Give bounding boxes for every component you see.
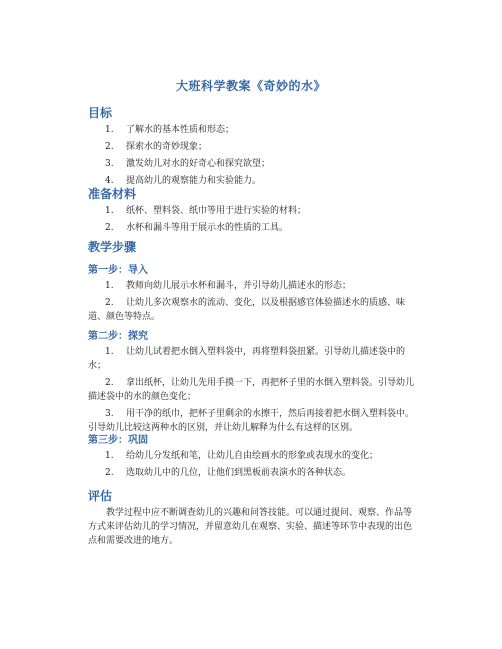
document-title: 大班科学教案《奇妙的水》	[175, 79, 326, 93]
list-item: 1. 教师向幼儿展示水杯和漏斗，并引导幼儿描述水的形态；	[105, 281, 352, 291]
step3-heading: 第三步：巩固	[88, 435, 148, 446]
list-item: 1. 纸杯、塑料袋、纸巾等用于进行实验的材料；	[105, 206, 307, 216]
list-item: 2. 让幼儿多次观察水的流动、变化，以及根据感官体验描述水的质感、味道、颜色等特点。	[88, 297, 406, 322]
list-item: 3. 用干净的纸巾，把杯子里剩余的水擦干，然后再接着把水倒入塑料袋中。引导幼儿比较这两种水的区别，并让幼儿解释为什么有这样的区别。	[88, 408, 415, 433]
list-item: 2. 探索水的奇妙现象；	[105, 141, 208, 152]
evaluation-text: 教学过程中应不断调查幼儿的兴趣和问答技能。可以通过提问、观察、作品等方式来评估幼儿的学习情况，并留意幼儿在观察、实验、描述等环节中表现的出色点和需要改进的地方。	[88, 508, 413, 546]
section-heading-steps: 教学步骤	[88, 240, 137, 254]
list-item: 2. 水杯和漏斗等用于展示水的性质的工具。	[105, 222, 289, 233]
step3-list	[88, 450, 418, 484]
step2-list	[88, 346, 418, 439]
goals-list	[88, 124, 418, 192]
section-heading-materials: 准备材料	[88, 187, 137, 201]
section-heading-evaluation: 评估	[88, 489, 113, 503]
step1-heading: 第一步：导入	[88, 265, 148, 276]
list-item: 4. 提高幼儿的观察能力和实验能力。	[105, 175, 262, 186]
section-heading-goals: 目标	[88, 106, 113, 120]
step2-heading: 第二步：探究	[88, 331, 148, 342]
list-item: 1. 了解水的基本性质和形态；	[105, 125, 235, 135]
materials-list	[88, 205, 418, 239]
list-item: 1. 给幼儿分发纸和笔，让幼儿自由绘画水的形象或表现水的变化；	[105, 451, 379, 461]
list-item: 3. 激发幼儿对水的好奇心和探究欲望；	[105, 158, 271, 169]
list-item: 1. 让幼儿试着把水倒入塑料袋中，再将塑料袋扭紧。引导幼儿描述袋中的水；	[88, 347, 406, 371]
list-item: 2. 选取幼儿中的几位，让他们到黑板前表演水的各种状态。	[105, 467, 352, 478]
list-item: 2. 拿出纸杯，让幼儿先用手摸一下，再把杯子里的水倒入塑料袋。引导幼儿描述袋中的水的颜色变化；	[88, 377, 415, 402]
step1-list	[88, 280, 418, 328]
